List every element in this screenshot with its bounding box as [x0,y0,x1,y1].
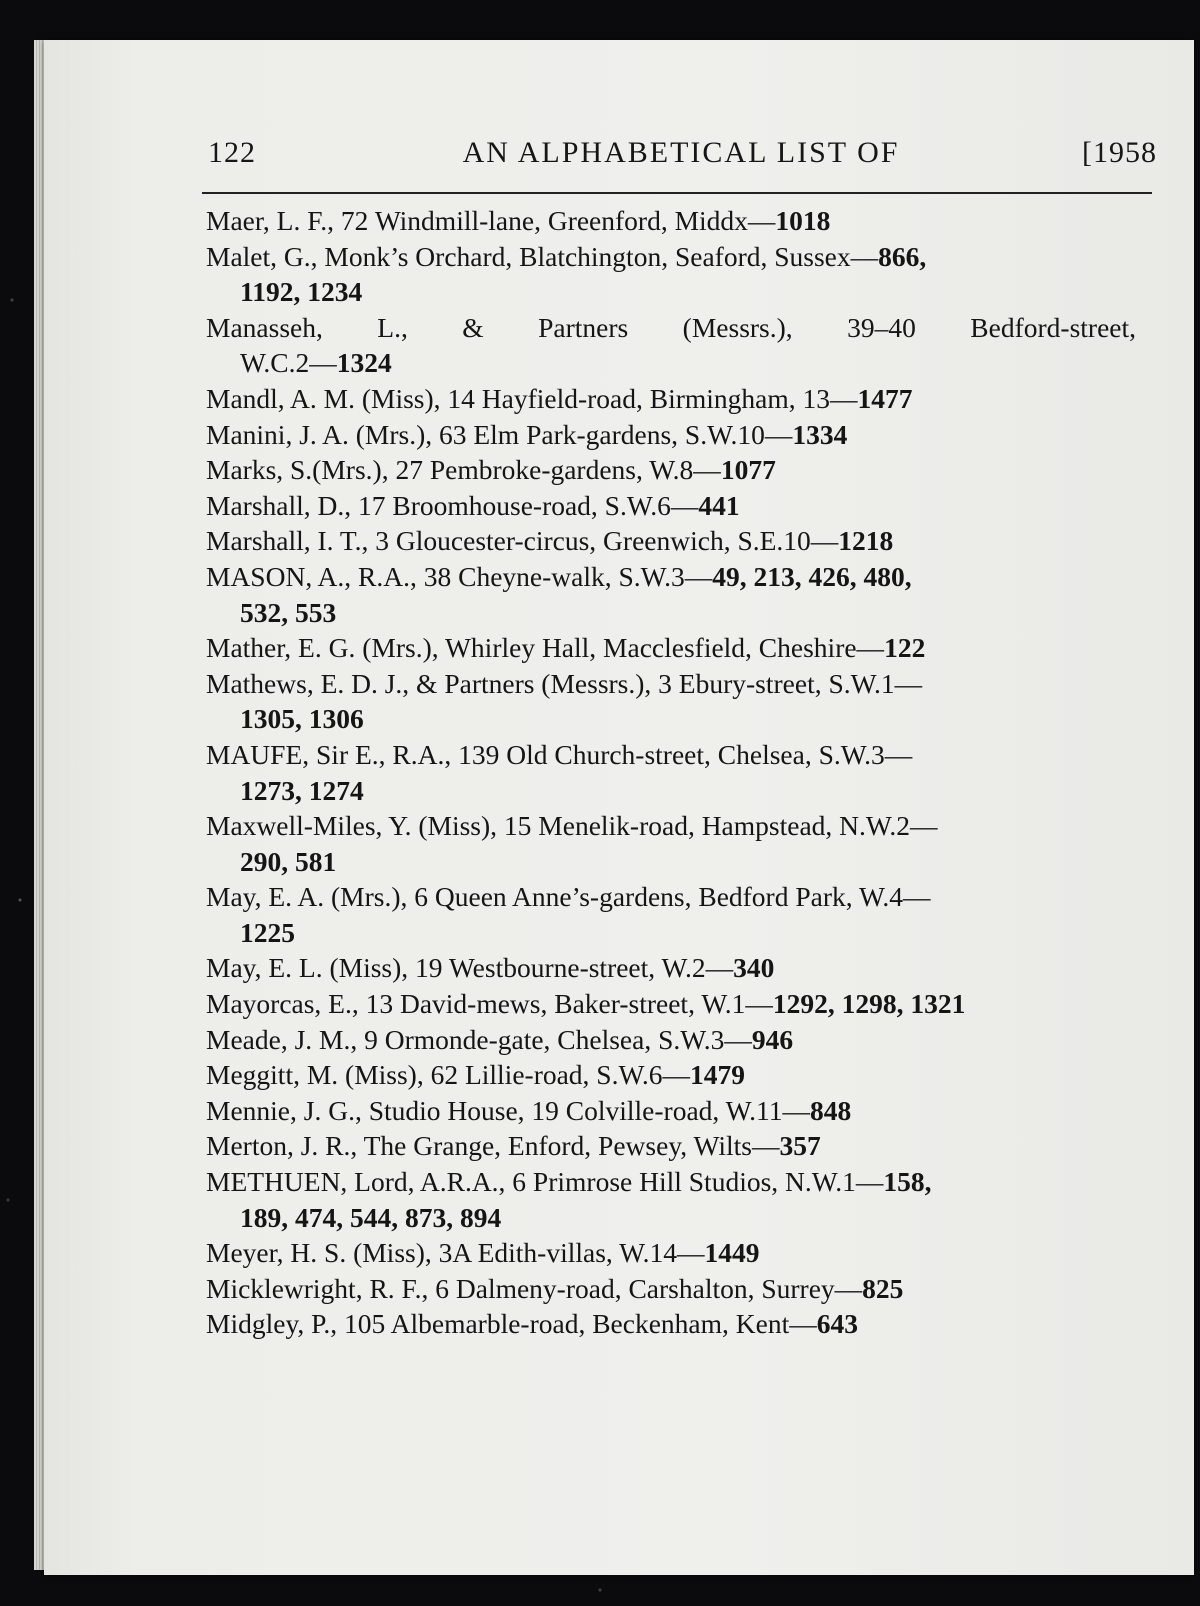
entry-text: Merton, J. R., The Grange, Enford, Pewsey, Wilts— [206,1130,780,1162]
list-item [206,417,1172,453]
list-item [206,559,1172,630]
entry-text: MASON, A., R.A., 38 Cheyne-walk, S.W.3— [206,560,713,592]
list-item [206,1093,1172,1129]
entry-text: Maxwell-Miles, Y. (Miss), 15 Menelik-road, Hampstead, N.W.2— [206,810,938,842]
entry-text: May, E. A. (Mrs.), 6 Queen Anne’s-gardens, Bedford Park, W.4— [206,881,931,913]
list-item [206,1306,1172,1342]
entry-text: Malet, G., Monk’s Orchard, Blatchington, Seaford, Sussex— [206,240,879,272]
list-item [206,808,1172,879]
list-item [206,488,1172,524]
header-year: [1958 [1082,136,1157,169]
page-title: AN ALPHABETICAL LIST OF [462,136,900,169]
entry-refs: 1218 [838,525,894,557]
list-item [206,1271,1172,1307]
entry-text: Midgley, P., 105 Albemarble-road, Beckenham, Kent— [206,1308,817,1340]
entry-text: Marshall, I. T., 3 Gloucester-circus, Greenwich, S.E.10— [206,525,839,557]
entry-refs: 1305, 1306 [240,703,364,735]
list-item [206,310,1172,381]
entry-text: Manini, J. A. (Mrs.), 63 Elm Park-gardens, S.W.10— [206,418,793,450]
entry-refs: 946 [751,1023,794,1055]
entry-text: Mandl, A. M. (Miss), 14 Hayfield-road, Birmingham, 13— [206,382,858,414]
entry-refs: 1225 [240,916,295,948]
entry-text: May, E. L. (Miss), 19 Westbourne-street, W.2— [206,952,734,984]
entry-refs: 49, 213, 426, 480, [712,560,912,592]
entry-refs: 1449 [704,1237,760,1269]
entry-refs: 1324 [336,347,392,379]
entry-text: Meyer, H. S. (Miss), 3A Edith-villas, W.14— [206,1237,705,1269]
entry-text: Maer, L. F., 72 Windmill-lane, Greenford, Middx— [206,205,776,236]
list-item [206,630,1172,666]
entry-text: Micklewright, R. F., 6 Dalmeny-road, Carshalton, Surrey— [206,1272,863,1304]
entry-refs: 1273, 1274 [240,774,364,806]
list-item [206,666,1172,737]
directory-list [206,203,1172,1342]
entry-refs: 1479 [690,1059,746,1091]
entry-refs: 1477 [857,382,913,414]
entry-refs: 532, 553 [240,596,337,628]
list-item [206,203,1172,239]
entry-refs: 1192, 1234 [240,276,363,308]
list-item [206,879,1172,950]
list-item [206,950,1172,986]
entry-refs: 357 [779,1130,821,1162]
entry-refs: 340 [733,952,775,984]
entry-text: Marks, S.(Mrs.), 27 Pembroke-gardens, W.8— [206,454,721,486]
entry-refs: 1018 [775,205,831,236]
list-item [206,523,1172,559]
entry-text: Mather, E. G. (Mrs.), Whirley Hall, Macclesfield, Cheshire— [206,632,885,664]
entry-text: Mennie, J. G., Studio House, 19 Colville-road, W.11— [206,1094,810,1126]
entry-text: W.C.2— [240,347,337,379]
list-item [206,1057,1172,1093]
list-item [206,1128,1172,1164]
page-number: 122 [208,136,256,169]
list-item [206,239,1172,310]
header-rule [202,192,1152,194]
entry-refs: 848 [809,1094,852,1126]
list-item [206,986,1172,1022]
list-item [206,452,1172,488]
entry-refs: 825 [862,1272,904,1304]
entry-refs: 866, [878,240,927,272]
entry-refs: 158, [883,1166,932,1198]
entry-refs: 290, 581 [240,845,337,877]
list-item [206,1022,1172,1058]
entry-refs: 1292, 1298, 1321 [772,988,966,1020]
entry-text: Manasseh, L., & Partners (Messrs.), 39–40 Bedford-street, [206,311,1136,343]
entry-refs: 189, 474, 544, 873, 894 [240,1201,502,1233]
entry-refs: 1077 [720,454,776,486]
list-item [206,1164,1172,1235]
entry-refs: 122 [884,632,926,664]
list-item [206,381,1172,417]
entry-text: Meade, J. M., 9 Ormonde-gate, Chelsea, S.W.3— [206,1023,752,1055]
entry-refs: 1334 [792,418,848,450]
entry-text: Mathews, E. D. J., & Partners (Messrs.), 3 Ebury-street, S.W.1— [206,667,923,699]
entry-text: Meggitt, M. (Miss), 62 Lillie-road, S.W.6— [206,1059,691,1091]
entry-text: METHUEN, Lord, A.R.A., 6 Primrose Hill Studios, N.W.1— [206,1166,884,1198]
list-item [206,1235,1172,1271]
list-item [206,737,1172,808]
entry-refs: 441 [698,489,740,521]
running-header [205,132,1157,184]
entry-text: MAUFE, Sir E., R.A., 139 Old Church-street, Chelsea, S.W.3— [206,738,913,770]
entry-text: Marshall, D., 17 Broomhouse-road, S.W.6— [206,489,699,521]
entry-refs: 643 [816,1308,858,1340]
entry-text: Mayorcas, E., 13 David-mews, Baker-street, W.1— [206,988,773,1020]
